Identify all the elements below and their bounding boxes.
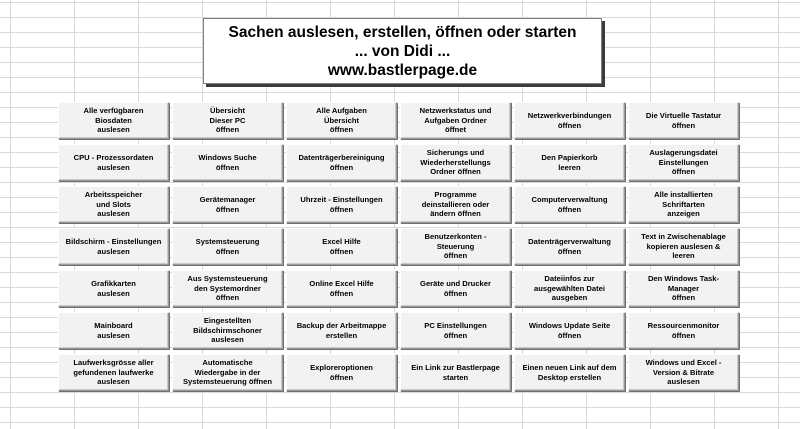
mainboard-auslesen-button[interactable]: Mainboard auslesen (58, 312, 169, 349)
datentraegerbereinigung-oeffnen-button[interactable]: Datenträgerbereinigung öffnen (286, 144, 397, 181)
online-excel-hilfe-oeffnen-button[interactable]: Online Excel Hilfe öffnen (286, 270, 397, 307)
laufwerksgroesse-auslesen-button[interactable]: Laufwerksgrösse aller gefundenen laufwerke auslesen (58, 354, 169, 391)
exploreroptionen-oeffnen-button[interactable]: Exploreroptionen öffnen (286, 354, 397, 391)
pc-einstellungen-oeffnen-button[interactable]: PC Einstellungen öffnen (400, 312, 511, 349)
systemsteuerung-oeffnen-button[interactable]: Systemsteuerung öffnen (172, 228, 283, 265)
title-line-2: ... von Didi ... (354, 42, 451, 60)
title-line-1: Sachen auslesen, erstellen, öffnen oder starten (228, 23, 577, 41)
backup-arbeitsmappe-button[interactable]: Backup der Arbeitmappe erstellen (286, 312, 397, 349)
ressourcenmonitor-oeffnen-button[interactable]: Ressourcenmonitor öffnen (628, 312, 739, 349)
geraetemanager-oeffnen-button[interactable]: Gerätemanager öffnen (172, 186, 283, 223)
dieser-pc-oeffnen-button[interactable]: Übersicht Dieser PC öffnen (172, 102, 283, 139)
excel-hilfe-oeffnen-button[interactable]: Excel Hilfe öffnen (286, 228, 397, 265)
datentraegerverwaltung-oeffnen-button[interactable]: Datenträgerverwaltung öffnen (514, 228, 625, 265)
uhrzeit-einstellungen-oeffnen-button[interactable]: Uhrzeit - Einstellungen öffnen (286, 186, 397, 223)
netzwerkstatus-oeffnen-button[interactable]: Netzwerkstatus und Aufgaben Ordner öffnet (400, 102, 511, 139)
cpu-auslesen-button[interactable]: CPU - Prozessordaten auslesen (58, 144, 169, 181)
automatische-wiedergabe-oeffnen-button[interactable]: Automatische Wiedergabe in der Systemsteuerung öffnen (172, 354, 283, 391)
sicherung-ordner-oeffnen-button[interactable]: Sicherungs und Wiederherstellungs Ordner öffnen (400, 144, 511, 181)
schriftarten-anzeigen-button[interactable]: Alle installierten Schriftarten anzeigen (628, 186, 739, 223)
bastlerpage-link-starten-button[interactable]: Ein Link zur Bastlerpage starten (400, 354, 511, 391)
windows-suche-oeffnen-button[interactable]: Windows Suche öffnen (172, 144, 283, 181)
systemordner-oeffnen-button[interactable]: Aus Systemsteuerung den Systemordner öffnen (172, 270, 283, 307)
title-line-3: www.bastlerpage.de (327, 61, 478, 79)
auslagerungsdatei-oeffnen-button[interactable]: Auslagerungsdatei Einstellungen öffnen (628, 144, 739, 181)
alle-aufgaben-oeffnen-button[interactable]: Alle Aufgaben Übersicht öffnen (286, 102, 397, 139)
grafikkarten-auslesen-button[interactable]: Grafikkarten auslesen (58, 270, 169, 307)
netzwerkverbindungen-oeffnen-button[interactable]: Netzwerkverbindungen öffnen (514, 102, 625, 139)
virtuelle-tastatur-oeffnen-button[interactable]: Die Virtuelle Tastatur öffnen (628, 102, 739, 139)
windows-update-oeffnen-button[interactable]: Windows Update Seite öffnen (514, 312, 625, 349)
benutzerkonten-steuerung-oeffnen-button[interactable]: Benutzerkonten - Steuerung öffnen (400, 228, 511, 265)
version-bitrate-auslesen-button[interactable]: Windows und Excel - Version & Bitrate auslesen (628, 354, 739, 391)
bildschirm-einstellungen-auslesen-button[interactable]: Bildschirm - Einstellungen auslesen (58, 228, 169, 265)
papierkorb-leeren-button[interactable]: Den Papierkorb leeren (514, 144, 625, 181)
biosdaten-auslesen-button[interactable]: Alle verfügbaren Biosdaten auslesen (58, 102, 169, 139)
title-box (203, 18, 602, 84)
geraete-drucker-oeffnen-button[interactable]: Geräte und Drucker öffnen (400, 270, 511, 307)
dateiinfos-ausgeben-button[interactable]: Dateiinfos zur ausgewählten Datei ausgeben (514, 270, 625, 307)
button-grid (57, 100, 740, 394)
zwischenablage-button[interactable]: Text in Zwischenablage kopieren auslesen & leeren (628, 228, 739, 265)
task-manager-oeffnen-button[interactable]: Den Windows Task- Manager öffnen (628, 270, 739, 307)
desktop-link-erstellen-button[interactable]: Einen neuen Link auf dem Desktop erstellen (514, 354, 625, 391)
programme-deinstallieren-oeffnen-button[interactable]: Programme deinstallieren oder ändern öffnen (400, 186, 511, 223)
bildschirmschoner-auslesen-button[interactable]: Eingestellten Bildschirmschoner auslesen (172, 312, 283, 349)
arbeitsspeicher-auslesen-button[interactable]: Arbeitsspeicher und Slots auslesen (58, 186, 169, 223)
computerverwaltung-oeffnen-button[interactable]: Computerverwaltung öffnen (514, 186, 625, 223)
